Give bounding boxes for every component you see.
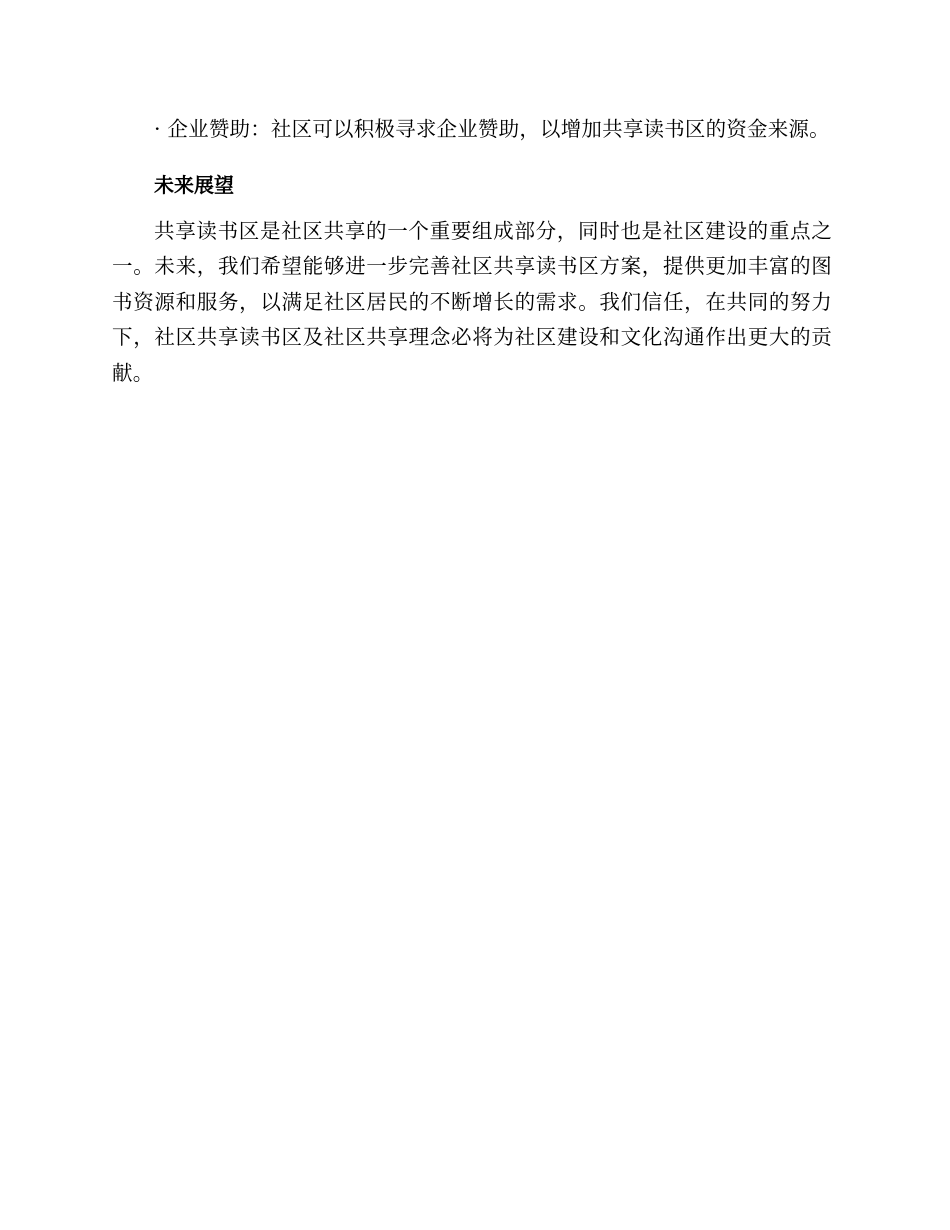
bullet-paragraph-corporate-sponsorship: · 企业赞助：社区可以积极寻求企业赞助，以增加共享读书区的资金来源。	[154, 117, 830, 141]
section-heading-future-outlook: 未来展望	[154, 172, 234, 197]
document-page	[112, 112, 832, 391]
body-paragraph-future-outlook: 共享读书区是社区共享的一个重要组成部分，同时也是社区建设的重点之一。未来，我们希望能够进一步完善社区共享读书区方案，提供更加丰富的图书资源和服务，以满足社区居民的不断增长的需求。我们信任，在共同的努力下，社区共享读书区及社区共享理念必将为社区建设和文化沟通作出更大的贡献。	[112, 218, 832, 385]
